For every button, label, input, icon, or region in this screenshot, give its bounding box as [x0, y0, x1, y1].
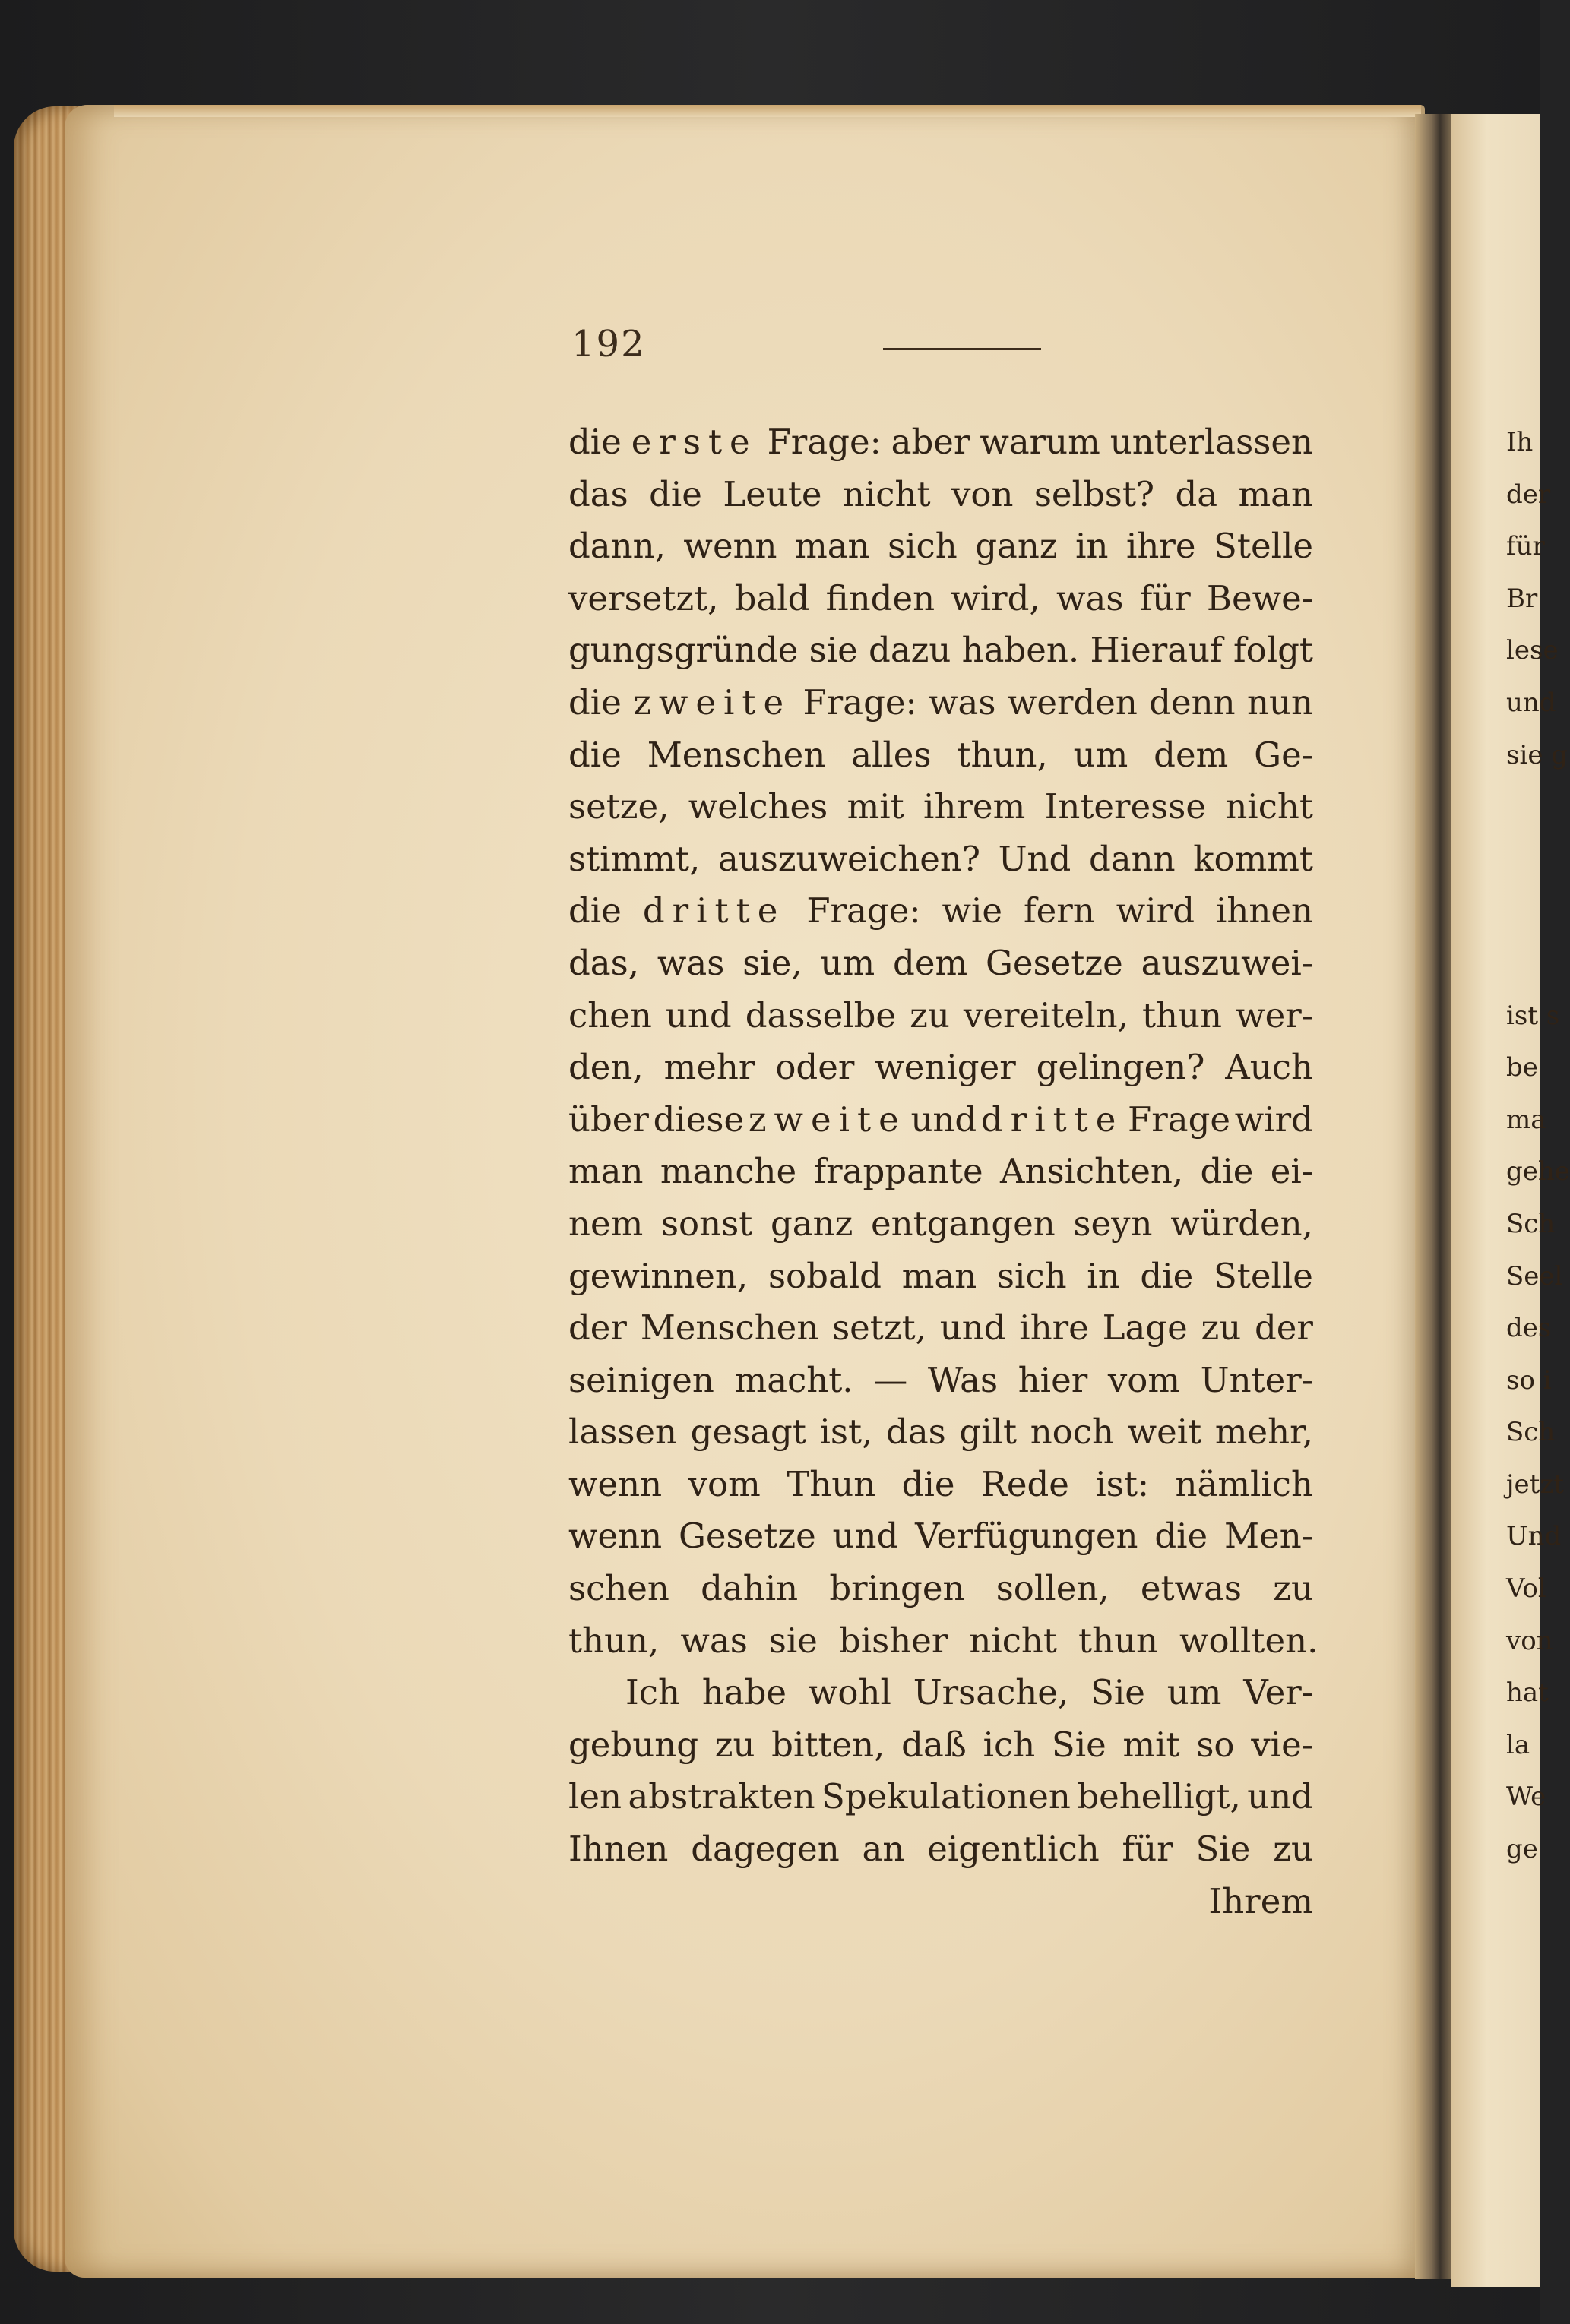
- word: auszuwei-: [1141, 942, 1313, 983]
- text-line: [568, 833, 1313, 886]
- text-line: [568, 1042, 1313, 1094]
- word: wie: [942, 890, 1003, 931]
- text-line: [568, 416, 1313, 469]
- facing-page-fragment: ist s: [1506, 1000, 1560, 1031]
- word: Bewe-: [1206, 577, 1313, 618]
- facing-page-fragment: der: [1506, 479, 1551, 510]
- word: für: [1139, 577, 1191, 618]
- word: ist,: [819, 1412, 873, 1453]
- facing-page-fragment: ge: [1506, 1834, 1538, 1865]
- word: über: [568, 1099, 649, 1140]
- text-line: [568, 1146, 1313, 1198]
- facing-page-fragment: be: [1506, 1052, 1538, 1083]
- word: welches: [688, 786, 828, 827]
- word: bald: [734, 577, 810, 618]
- word: und: [665, 994, 732, 1036]
- text-line: [568, 781, 1313, 833]
- facing-page-fragment: für: [1506, 531, 1545, 562]
- text-line: [568, 1615, 1318, 1668]
- word: dahin: [701, 1568, 799, 1609]
- facing-page-fragment: und: [1506, 687, 1556, 718]
- word: wird: [1116, 890, 1195, 931]
- word: Und: [998, 838, 1071, 879]
- word: nicht: [842, 473, 931, 514]
- word: ganz: [975, 526, 1058, 567]
- word: aber: [891, 422, 970, 462]
- word: um: [1073, 734, 1128, 775]
- facing-page-fragment: Br: [1506, 583, 1538, 614]
- word: dazu: [869, 630, 951, 671]
- word: bitten,: [771, 1724, 885, 1765]
- facing-page-fragment: [1506, 938, 1540, 990]
- facing-page-fragment: Sch: [1506, 1208, 1556, 1239]
- word: die: [568, 890, 622, 931]
- word: man: [1238, 473, 1313, 514]
- word: erste: [631, 422, 758, 462]
- word: sie: [809, 630, 858, 671]
- word: die: [568, 734, 622, 775]
- word: dagegen: [691, 1829, 840, 1870]
- word: Hierauf: [1090, 630, 1223, 671]
- word: zu: [714, 1724, 755, 1765]
- word: in: [1075, 526, 1109, 567]
- word: um: [820, 942, 875, 983]
- word: zweite: [748, 1099, 907, 1140]
- word: was: [1056, 577, 1124, 618]
- facing-page-fragment: des: [1506, 1313, 1552, 1344]
- text-line: [568, 1355, 1313, 1407]
- word: Frage:: [806, 890, 921, 931]
- word: unterlassen: [1109, 422, 1313, 462]
- word: wird: [1234, 1099, 1313, 1140]
- text-line: [568, 1406, 1313, 1459]
- word: und: [1247, 1776, 1313, 1817]
- word: dem: [1154, 734, 1229, 775]
- word: da: [1175, 473, 1218, 514]
- word: der: [1254, 1307, 1313, 1349]
- word: setzt,: [832, 1307, 926, 1349]
- word: vereiteln,: [963, 994, 1128, 1036]
- word: die: [568, 681, 622, 722]
- book-gutter: [1415, 114, 1457, 2279]
- page-number: 192: [571, 323, 646, 365]
- word: Leute: [723, 473, 822, 514]
- word: Auch: [1225, 1047, 1313, 1088]
- word: dann: [1088, 838, 1176, 879]
- body-text: [568, 416, 1318, 1927]
- word: hier: [1018, 1359, 1088, 1400]
- word: nun: [1247, 681, 1313, 722]
- word: Rede: [980, 1463, 1069, 1504]
- word: mit: [847, 786, 904, 827]
- word: len: [568, 1776, 622, 1817]
- word: wollten.: [1179, 1620, 1318, 1661]
- word: wohl: [808, 1672, 891, 1713]
- word: nem: [568, 1203, 644, 1244]
- word: man: [901, 1255, 977, 1296]
- word: werden: [1007, 681, 1138, 722]
- word: seyn: [1073, 1203, 1153, 1244]
- word: den,: [568, 1047, 644, 1088]
- facing-page-fragment: [1506, 781, 1540, 833]
- word: eigentlich: [927, 1829, 1100, 1870]
- word: Stelle: [1214, 526, 1313, 567]
- word: zu: [1273, 1829, 1313, 1870]
- word: wenn: [568, 1463, 663, 1504]
- word: der: [568, 1307, 627, 1349]
- word: mehr,: [1214, 1412, 1313, 1453]
- word: vom: [1107, 1359, 1181, 1400]
- facing-page-fragment: hat: [1506, 1677, 1549, 1709]
- word: die: [1200, 1151, 1254, 1192]
- word: wer-: [1236, 994, 1313, 1036]
- word: dann,: [568, 526, 666, 567]
- word: weit: [1127, 1412, 1202, 1453]
- facing-page-fragment: Sch: [1506, 1417, 1556, 1448]
- text-line: [568, 1771, 1313, 1823]
- word: bisher: [838, 1620, 948, 1661]
- word: Sie: [1051, 1724, 1106, 1765]
- word: daß: [901, 1724, 967, 1765]
- word: Frage:: [767, 422, 882, 462]
- word: schen: [568, 1568, 669, 1609]
- facing-page-fragment: gehe: [1506, 1156, 1570, 1187]
- word: und: [832, 1516, 899, 1557]
- word: Sie: [1090, 1672, 1145, 1713]
- text-line: [568, 1719, 1313, 1772]
- word: ist:: [1095, 1463, 1150, 1504]
- word: ihre: [1125, 526, 1196, 567]
- text-line: [568, 1094, 1313, 1146]
- text-line: [568, 520, 1313, 573]
- word: seinigen: [568, 1359, 714, 1400]
- text-line: [568, 1563, 1313, 1615]
- word: gebung: [568, 1724, 699, 1765]
- text-line: [568, 1198, 1313, 1251]
- word: entgangen: [871, 1203, 1056, 1244]
- word: lassen: [568, 1412, 678, 1453]
- word: sobald: [768, 1255, 882, 1296]
- word: fern: [1024, 890, 1095, 931]
- word: man: [568, 1151, 644, 1192]
- word: Lage: [1102, 1307, 1188, 1349]
- word: Ver-: [1243, 1672, 1313, 1713]
- word: noch: [1030, 1412, 1114, 1453]
- word: sich: [996, 1255, 1067, 1296]
- word: thun,: [957, 734, 1048, 775]
- facing-page-fragment: sie g: [1506, 739, 1568, 770]
- word: Ihrem: [1208, 1880, 1313, 1921]
- facing-page-fragment: [1506, 833, 1540, 886]
- word: zweite: [633, 681, 792, 722]
- word: ganz: [771, 1203, 853, 1244]
- word: so: [1196, 1724, 1235, 1765]
- word: warum: [980, 422, 1100, 462]
- word: bringen: [829, 1568, 965, 1609]
- facing-page-fragment: lese: [1506, 635, 1559, 666]
- word: Thun: [787, 1463, 876, 1504]
- word: Spekulationen: [821, 1776, 1071, 1817]
- word: Ursache,: [913, 1672, 1069, 1713]
- word: vom: [688, 1463, 761, 1504]
- text-line: [568, 885, 1313, 938]
- word: alles: [851, 734, 932, 775]
- word: zu: [1273, 1568, 1313, 1609]
- word: Unter-: [1200, 1359, 1313, 1400]
- facing-page-fragment: Seel: [1506, 1260, 1563, 1292]
- word: setze,: [568, 786, 669, 827]
- word: sie,: [742, 942, 802, 983]
- word: weniger: [875, 1047, 1016, 1088]
- facing-page-fragment: Vol: [1506, 1573, 1546, 1605]
- word: Interesse: [1044, 786, 1206, 827]
- word: in: [1087, 1255, 1120, 1296]
- word: frappante: [813, 1151, 983, 1192]
- word: vie-: [1251, 1724, 1313, 1765]
- word: und: [910, 1099, 977, 1140]
- word: mit: [1122, 1724, 1180, 1765]
- word: stimmt,: [568, 838, 701, 879]
- facing-page-fragment: [1506, 885, 1540, 938]
- word: die: [901, 1463, 955, 1504]
- word: um: [1166, 1672, 1222, 1713]
- word: von: [951, 473, 1014, 514]
- text-line: [568, 938, 1313, 990]
- word: —: [873, 1359, 908, 1400]
- word: was: [657, 942, 725, 983]
- word: Was: [927, 1359, 999, 1400]
- word: was: [929, 681, 996, 722]
- text-line: [568, 624, 1313, 677]
- word: zu: [1201, 1307, 1242, 1349]
- word: habe: [701, 1672, 787, 1713]
- word: gungsgründe: [568, 630, 799, 671]
- text-line: [568, 469, 1313, 521]
- word: Frage:: [802, 681, 917, 722]
- word: dasselbe: [745, 994, 897, 1036]
- word: sollen,: [995, 1568, 1109, 1609]
- word: was: [680, 1620, 748, 1661]
- word: Gesetze: [985, 942, 1123, 983]
- word: nämlich: [1175, 1463, 1313, 1504]
- word: nicht: [969, 1620, 1057, 1661]
- word: abstrakten: [628, 1776, 815, 1817]
- word: Men-: [1224, 1516, 1313, 1557]
- word: ihnen: [1216, 890, 1313, 931]
- facing-page-fragment: la: [1506, 1729, 1530, 1760]
- facing-page-fragment: Ih: [1506, 427, 1534, 457]
- word: ich: [983, 1724, 1036, 1765]
- word: folgt: [1233, 630, 1313, 671]
- word: Ich: [625, 1672, 680, 1713]
- word: und: [939, 1307, 1006, 1349]
- text-line: [568, 1667, 1313, 1719]
- word: dem: [893, 942, 968, 983]
- text-line: [568, 1823, 1313, 1876]
- word: wenn: [568, 1516, 663, 1557]
- facing-page-fragment: Und: [1506, 1521, 1562, 1552]
- word: selbst?: [1033, 473, 1155, 514]
- word: gesagt: [690, 1412, 806, 1453]
- word: Ihnen: [568, 1829, 669, 1870]
- word: man: [795, 526, 870, 567]
- word: Menschen: [647, 734, 826, 775]
- text-line: [568, 1510, 1313, 1563]
- word: oder: [775, 1047, 855, 1088]
- word: ihrem: [923, 786, 1026, 827]
- word: nicht: [1225, 786, 1313, 827]
- word: Stelle: [1213, 1255, 1313, 1296]
- facing-page-fragment: von: [1506, 1625, 1553, 1656]
- word: dritte: [980, 1099, 1124, 1140]
- word: Sie: [1195, 1829, 1251, 1870]
- word: chen: [568, 994, 652, 1036]
- word: gewinnen,: [568, 1255, 749, 1296]
- word: für: [1122, 1829, 1173, 1870]
- facing-page-fragment: jetzt: [1506, 1469, 1564, 1500]
- text-line: [568, 729, 1313, 782]
- word: etwas: [1140, 1568, 1242, 1609]
- word: würden,: [1170, 1203, 1313, 1244]
- text-line: [568, 573, 1313, 625]
- header-rule: [883, 348, 1041, 350]
- word: thun: [1141, 994, 1222, 1036]
- text-line: [568, 677, 1313, 729]
- word: die: [1154, 1516, 1208, 1557]
- word: versetzt,: [568, 577, 719, 618]
- word: Frage: [1128, 1099, 1231, 1140]
- word: zu: [910, 994, 950, 1036]
- word: finden: [825, 577, 935, 618]
- word: sich: [888, 526, 958, 567]
- word: macht.: [734, 1359, 853, 1400]
- text-line: [568, 990, 1313, 1042]
- word: gilt: [959, 1412, 1018, 1453]
- word: Gesetze: [678, 1516, 816, 1557]
- word: kommt: [1193, 838, 1313, 879]
- word: diese: [653, 1099, 745, 1140]
- word: manche: [660, 1151, 797, 1192]
- word: die: [649, 473, 702, 514]
- word: ei-: [1270, 1151, 1313, 1192]
- word: das,: [568, 942, 640, 983]
- left-page-top-edge: [114, 105, 1421, 117]
- text-line: [568, 1302, 1313, 1355]
- word: thun,: [568, 1620, 660, 1661]
- word: dritte: [642, 890, 786, 931]
- word: die: [1140, 1255, 1194, 1296]
- word: gelingen?: [1036, 1047, 1205, 1088]
- facing-page-fragment: ma: [1506, 1104, 1546, 1135]
- word: Verfügungen: [915, 1516, 1138, 1557]
- word: sonst: [660, 1203, 753, 1244]
- text-line: [568, 1251, 1313, 1303]
- word: thun: [1078, 1620, 1159, 1661]
- word: denn: [1149, 681, 1236, 722]
- facing-page-fragment: We: [1506, 1782, 1546, 1813]
- text-line: [568, 1459, 1313, 1511]
- word: das: [886, 1412, 946, 1453]
- word: behelligt,: [1077, 1776, 1241, 1817]
- word: Menschen: [640, 1307, 819, 1349]
- word: auszuweichen?: [717, 838, 980, 879]
- word: die: [568, 422, 622, 462]
- word: haben.: [961, 630, 1080, 671]
- word: sie: [768, 1620, 818, 1661]
- word: an: [862, 1829, 905, 1870]
- facing-page-fragment: [1506, 1876, 1540, 1928]
- facing-page-text-fragments: [1506, 416, 1570, 1927]
- word: mehr: [663, 1047, 755, 1088]
- word: das: [568, 473, 628, 514]
- text-line: [568, 1876, 1313, 1928]
- word: Ansichten,: [1000, 1151, 1184, 1192]
- word: wird,: [951, 577, 1040, 618]
- facing-page-fragment: so i: [1506, 1364, 1552, 1396]
- word: Ge-: [1254, 734, 1313, 775]
- word: wenn: [683, 526, 777, 567]
- word: ihre: [1019, 1307, 1089, 1349]
